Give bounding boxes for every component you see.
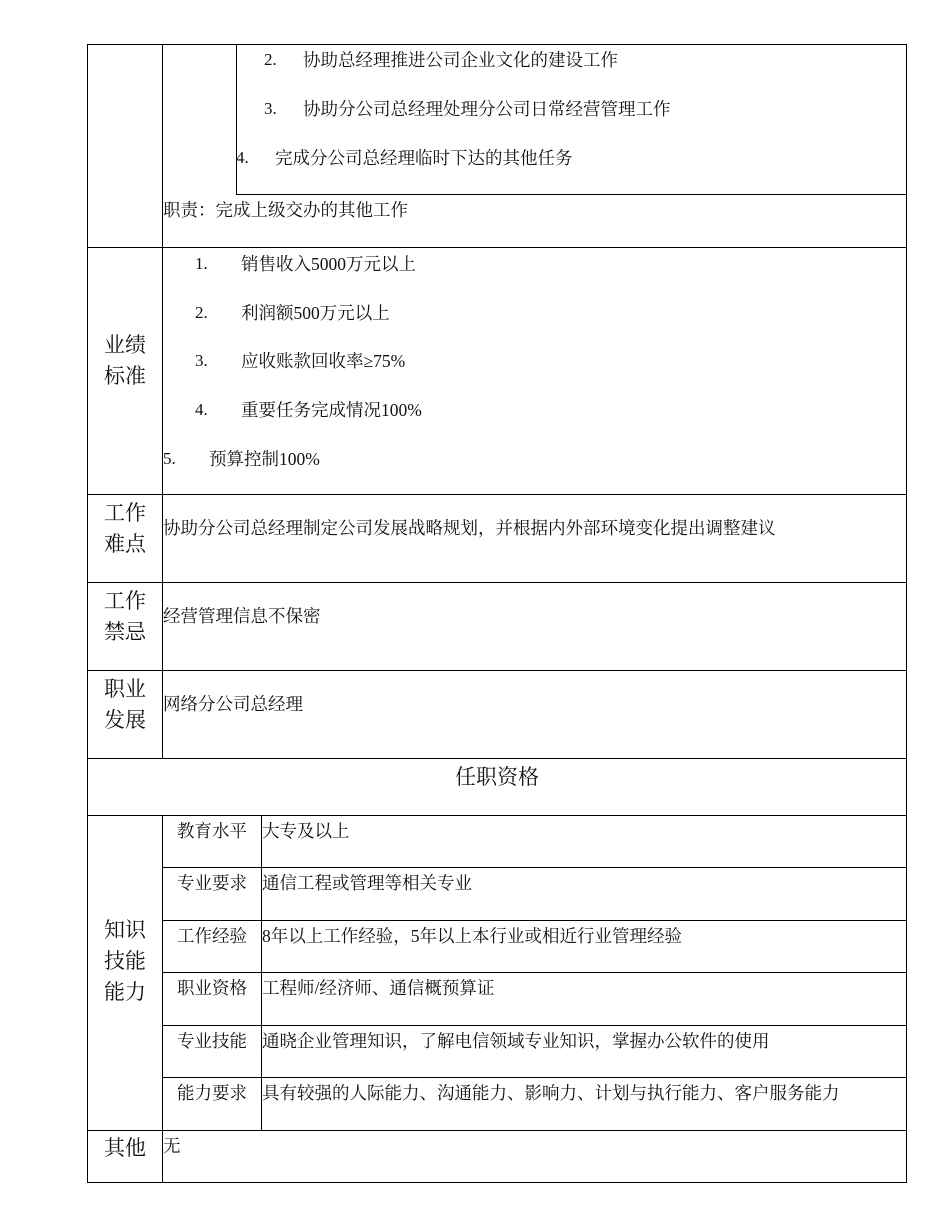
- knowledge-row-label: 专业技能: [177, 1031, 247, 1051]
- divider: [87, 815, 907, 816]
- table-border-left: [87, 44, 88, 1183]
- taboo-label: 工作 禁忌: [104, 589, 146, 644]
- knowledge-row-label: 专业要求: [177, 873, 247, 893]
- knowledge-row-value: 通晓企业管理知识，了解电信领域专业知识，掌握办公软件的使用: [262, 1031, 770, 1051]
- table-border-right: [906, 44, 907, 1183]
- performance-number: 5.: [163, 449, 176, 468]
- knowledge-label: 知识 技能 能力: [104, 918, 146, 1004]
- table-border-bottom: [87, 1182, 907, 1183]
- performance-number: 3.: [195, 351, 208, 370]
- performance-item: 利润额500万元以上: [241, 303, 390, 323]
- divider: [162, 815, 163, 1183]
- duty-item: 完成分公司总经理临时下达的其他任务: [275, 148, 573, 168]
- performance-item: 预算控制100%: [209, 449, 320, 469]
- knowledge-row-value: 8年以上工作经验，5年以上本行业或相近行业管理经验: [262, 926, 682, 946]
- other-duty: 职责：完成上级交办的其他工作: [163, 200, 408, 220]
- career-text: 网络分公司总经理: [163, 694, 303, 714]
- duty-number: 3.: [264, 99, 277, 118]
- performance-item: 重要任务完成情况100%: [241, 400, 422, 420]
- divider: [162, 867, 907, 868]
- divider: [87, 582, 907, 583]
- knowledge-row-value: 通信工程或管理等相关专业: [262, 873, 472, 893]
- qualification-title: 任职资格: [455, 765, 539, 789]
- knowledge-row-label: 能力要求: [177, 1083, 247, 1103]
- performance-number: 2.: [195, 303, 208, 322]
- duty-item: 协助总经理推进公司企业文化的建设工作: [303, 50, 618, 70]
- divider: [162, 1077, 907, 1078]
- other-value: 无: [163, 1136, 181, 1156]
- duty-item: 协助分公司总经理处理分公司日常经营管理工作: [303, 99, 671, 119]
- performance-item: 应收账款回收率≥75%: [241, 351, 406, 371]
- knowledge-row-label: 职业资格: [177, 978, 247, 998]
- knowledge-row-value: 具有较强的人际能力、沟通能力、影响力、计划与执行能力、客户服务能力: [262, 1083, 840, 1103]
- divider: [236, 194, 907, 195]
- performance-number: 1.: [195, 254, 208, 273]
- difficulty-label: 工作 难点: [104, 501, 146, 556]
- duty-number: 4.: [236, 148, 249, 167]
- divider: [162, 972, 907, 973]
- taboo-text: 经营管理信息不保密: [163, 606, 321, 626]
- performance-item: 销售收入5000万元以上: [241, 254, 416, 274]
- divider: [87, 494, 907, 495]
- other-label: 其他: [104, 1136, 146, 1160]
- divider: [162, 1025, 907, 1026]
- knowledge-row-value: 工程师/经济师、通信概预算证: [262, 978, 495, 998]
- divider: [87, 670, 907, 671]
- divider: [162, 920, 907, 921]
- table-border-top: [87, 44, 907, 45]
- performance-label: 业绩 标准: [104, 333, 146, 388]
- divider: [162, 44, 163, 758]
- knowledge-row-value: 大专及以上: [262, 821, 350, 841]
- divider: [87, 247, 907, 248]
- difficulty-text: 协助分公司总经理制定公司发展战略规划，并根据内外部环境变化提出调整建议: [163, 518, 776, 538]
- performance-number: 4.: [195, 400, 208, 419]
- career-label: 职业 发展: [104, 677, 146, 732]
- divider: [87, 1130, 907, 1131]
- knowledge-row-label: 教育水平: [177, 821, 247, 841]
- divider: [87, 758, 907, 759]
- duty-number: 2.: [264, 50, 277, 69]
- knowledge-row-label: 工作经验: [177, 926, 247, 946]
- divider: [236, 44, 237, 195]
